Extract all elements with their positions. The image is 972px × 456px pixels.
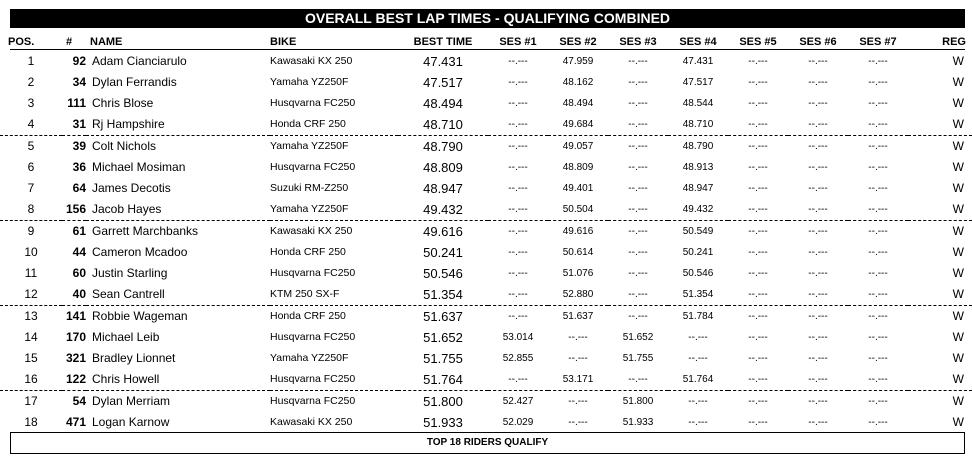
row-session-6: --.---	[808, 162, 828, 173]
row-bike: Kawasaki KX 250	[270, 55, 353, 67]
row-session-4: --.---	[688, 417, 708, 428]
row-number: 31	[62, 114, 86, 136]
row-region: W	[952, 139, 964, 153]
row-session-7: --.---	[868, 183, 888, 194]
row-session-4: 50.241	[682, 247, 714, 258]
row-number: 170	[65, 330, 86, 344]
row-bike: Husqvarna FC250	[270, 395, 356, 407]
row-session-5: --.---	[748, 98, 768, 109]
row-session-2: 50.614	[562, 247, 594, 258]
row-session-7: --.---	[868, 268, 888, 279]
row-region: W	[952, 245, 964, 259]
row-session-5: --.---	[748, 353, 768, 364]
row-position: 4	[0, 114, 62, 136]
row-region: W	[952, 96, 964, 110]
row-region: W	[952, 160, 964, 174]
row-session-6: --.---	[808, 141, 828, 152]
row-name: Rj Hampshire	[86, 114, 270, 136]
row-name: Colt Nichols	[92, 139, 157, 153]
row-best-time: 51.652	[423, 330, 463, 345]
row-best-time: 51.764	[398, 369, 488, 391]
row-position: 1	[27, 54, 35, 68]
row-session-6: --.---	[788, 284, 848, 306]
row-session-5: --.---	[748, 183, 768, 194]
row-session-5: --.---	[748, 162, 768, 173]
row-bike: Yamaha YZ250F	[270, 352, 349, 364]
row-session-5: --.---	[728, 114, 788, 136]
row-best-time: 48.947	[423, 181, 463, 196]
row-session-2: --.---	[568, 353, 588, 364]
row-best-time: 48.790	[423, 139, 463, 154]
row-bike: Kawasaki KX 250	[270, 225, 353, 237]
row-bike: Husqvarna FC250	[270, 161, 356, 173]
row-name: Justin Starling	[92, 266, 168, 280]
header-session-3: SES #3	[619, 36, 657, 48]
row-position: 14	[24, 330, 38, 344]
row-region: W	[952, 351, 964, 365]
row-session-1: --.---	[508, 56, 528, 67]
row-region: W	[952, 181, 964, 195]
row-region: W	[908, 284, 972, 306]
row-session-3: 51.933	[622, 417, 654, 428]
row-best-time: 47.517	[423, 75, 463, 90]
row-session-3: --.---	[608, 369, 668, 391]
row-region: W	[908, 114, 972, 136]
row-session-6: --.---	[808, 353, 828, 364]
row-position: 16	[0, 369, 62, 391]
row-session-7: --.---	[868, 311, 888, 322]
row-session-7: --.---	[848, 369, 908, 391]
row-session-4: 48.947	[682, 183, 714, 194]
row-session-2: 48.162	[562, 77, 594, 88]
table-row	[0, 263, 972, 284]
row-session-3: --.---	[628, 56, 648, 67]
row-session-7: --.---	[868, 141, 888, 152]
row-position: 7	[27, 181, 35, 195]
row-bike: Suzuki RM-Z250	[270, 182, 349, 194]
row-session-4: 48.710	[668, 114, 728, 136]
row-session-7: --.---	[868, 77, 888, 88]
row-session-3: --.---	[628, 268, 648, 279]
row-number: 321	[65, 351, 86, 365]
row-session-2: 49.684	[548, 114, 608, 136]
row-session-1: --.---	[488, 199, 548, 221]
row-session-6: --.---	[788, 199, 848, 221]
row-position: 10	[24, 245, 38, 259]
row-name: Robbie Wageman	[92, 309, 188, 323]
row-best-time: 50.546	[423, 266, 463, 281]
row-position: 2	[27, 75, 35, 89]
row-name: Adam Cianciarulo	[92, 54, 187, 68]
row-session-5: --.---	[748, 56, 768, 67]
row-session-6: --.---	[808, 311, 828, 322]
row-session-5: --.---	[748, 332, 768, 343]
header-session-7: SES #7	[859, 36, 897, 48]
row-name: Chris Howell	[86, 369, 270, 391]
row-session-2: 51.076	[562, 268, 594, 279]
row-best-time: 50.241	[423, 245, 463, 260]
row-session-1: --.---	[508, 162, 528, 173]
header-divider	[10, 49, 965, 50]
table-row	[0, 114, 972, 136]
row-number: 92	[72, 54, 86, 68]
table-row	[0, 412, 972, 433]
row-session-2: 51.637	[562, 311, 594, 322]
row-session-5: --.---	[728, 369, 788, 391]
row-session-6: --.---	[808, 247, 828, 258]
row-session-3: --.---	[628, 98, 648, 109]
row-session-1: 52.029	[502, 417, 534, 428]
row-position: 5	[27, 139, 35, 153]
row-region: W	[952, 394, 964, 408]
row-session-2: 48.494	[562, 98, 594, 109]
row-best-time: 47.431	[423, 54, 463, 69]
row-best-time: 48.494	[423, 96, 463, 111]
row-session-4: 49.432	[668, 199, 728, 221]
row-best-time: 48.710	[398, 114, 488, 136]
row-number: 61	[72, 224, 86, 238]
row-session-6: --.---	[808, 396, 828, 407]
header-name: NAME	[90, 36, 123, 48]
table-row	[0, 178, 972, 199]
row-session-1: --.---	[508, 183, 528, 194]
row-session-5: --.---	[728, 284, 788, 306]
table-row	[0, 221, 972, 243]
row-session-2: 49.401	[562, 183, 594, 194]
row-session-3: --.---	[608, 114, 668, 136]
row-region: W	[952, 415, 964, 429]
row-position: 15	[24, 351, 38, 365]
row-session-3: --.---	[628, 226, 648, 237]
row-session-7: --.---	[868, 98, 888, 109]
row-session-3: 51.755	[622, 353, 654, 364]
row-session-1: 52.855	[502, 353, 534, 364]
row-session-2: 49.057	[562, 141, 594, 152]
row-number: 64	[72, 181, 86, 195]
row-best-time: 48.809	[423, 160, 463, 175]
row-name: James Decotis	[92, 181, 171, 195]
row-number: 141	[65, 309, 86, 323]
row-session-7: --.---	[868, 247, 888, 258]
row-region: W	[952, 54, 964, 68]
row-session-3: 51.652	[622, 332, 654, 343]
table-row	[0, 327, 972, 348]
row-session-4: 51.784	[682, 311, 714, 322]
row-session-4: 47.517	[682, 77, 714, 88]
row-name: Bradley Lionnet	[92, 351, 176, 365]
row-session-2: 49.616	[562, 226, 594, 237]
row-session-2: 50.504	[548, 199, 608, 221]
header-session-4: SES #4	[679, 36, 717, 48]
row-session-5: --.---	[728, 199, 788, 221]
row-session-3: --.---	[608, 284, 668, 306]
row-session-1: --.---	[508, 268, 528, 279]
row-session-6: --.---	[808, 417, 828, 428]
row-number: 34	[72, 75, 86, 89]
row-bike: Husqvarna FC250	[270, 97, 356, 109]
table-row	[0, 51, 972, 72]
row-number: 44	[72, 245, 86, 259]
row-name: Chris Blose	[92, 96, 154, 110]
row-name: Jacob Hayes	[86, 199, 270, 221]
page-title: OVERALL BEST LAP TIMES - QUALIFYING COMBINED	[10, 9, 965, 28]
row-region: W	[952, 330, 964, 344]
table-row	[0, 284, 972, 306]
row-session-1: --.---	[508, 77, 528, 88]
row-session-1: --.---	[488, 114, 548, 136]
qualify-note: TOP 18 RIDERS QUALIFY	[10, 432, 965, 454]
row-session-7: --.---	[848, 199, 908, 221]
row-best-time: 49.616	[423, 224, 463, 239]
row-session-1: --.---	[508, 98, 528, 109]
row-session-7: --.---	[868, 417, 888, 428]
row-session-4: 48.913	[682, 162, 714, 173]
row-bike: Husqvarna FC250	[270, 331, 356, 343]
row-session-2: --.---	[568, 417, 588, 428]
row-session-5: --.---	[748, 396, 768, 407]
row-session-5: --.---	[748, 141, 768, 152]
row-position: 13	[24, 309, 38, 323]
row-name: Logan Karnow	[92, 415, 170, 429]
row-region: W	[952, 309, 964, 323]
row-session-1: --.---	[508, 226, 528, 237]
row-session-2: --.---	[568, 332, 588, 343]
row-best-time: 51.755	[423, 351, 463, 366]
row-session-5: --.---	[748, 226, 768, 237]
table-row	[0, 93, 972, 114]
row-session-4: 47.431	[682, 56, 714, 67]
header-best-time: BEST TIME	[413, 36, 473, 48]
row-session-7: --.---	[868, 56, 888, 67]
row-bike: Honda CRF 250	[270, 246, 346, 258]
row-session-3: --.---	[608, 199, 668, 221]
row-session-5: --.---	[748, 77, 768, 88]
header-pos: POS.	[8, 36, 35, 48]
row-region: W	[908, 199, 972, 221]
row-session-5: --.---	[748, 417, 768, 428]
row-session-4: --.---	[688, 396, 708, 407]
header-session-6: SES #6	[799, 36, 837, 48]
row-session-4: --.---	[688, 332, 708, 343]
results-table	[0, 51, 972, 433]
header-session-1: SES #1	[499, 36, 537, 48]
row-session-4: 48.544	[682, 98, 714, 109]
row-session-7: --.---	[868, 226, 888, 237]
row-number: 122	[62, 369, 86, 391]
row-session-1: --.---	[508, 311, 528, 322]
row-best-time: 51.637	[423, 309, 463, 324]
header-number: #	[65, 36, 73, 48]
row-session-3: --.---	[628, 247, 648, 258]
row-session-1: 52.427	[502, 396, 534, 407]
row-bike: KTM 250 SX-F	[270, 284, 398, 306]
row-name: Garrett Marchbanks	[92, 224, 199, 238]
table-row	[0, 306, 972, 328]
row-name: Sean Cantrell	[86, 284, 270, 306]
row-session-6: --.---	[808, 56, 828, 67]
row-session-4: 51.354	[668, 284, 728, 306]
row-session-3: --.---	[628, 183, 648, 194]
row-number: 156	[62, 199, 86, 221]
row-number: 111	[67, 96, 86, 110]
header-session-5: SES #5	[739, 36, 777, 48]
row-bike: Kawasaki KX 250	[270, 416, 353, 428]
row-position: 17	[24, 394, 38, 408]
row-session-2: 48.809	[562, 162, 594, 173]
table-row	[0, 157, 972, 178]
row-session-3: --.---	[628, 162, 648, 173]
row-session-7: --.---	[868, 162, 888, 173]
row-number: 54	[72, 394, 86, 408]
row-session-1: --.---	[508, 141, 528, 152]
row-position: 11	[24, 266, 38, 280]
header-session-2: SES #2	[559, 36, 597, 48]
row-session-5: --.---	[748, 311, 768, 322]
row-session-2: --.---	[568, 396, 588, 407]
row-name: Michael Leib	[92, 330, 160, 344]
row-session-7: --.---	[848, 114, 908, 136]
table-row	[0, 242, 972, 263]
row-session-6: --.---	[808, 226, 828, 237]
row-number: 60	[72, 266, 86, 280]
row-position: 3	[27, 96, 35, 110]
row-region: W	[952, 224, 964, 238]
row-session-1: --.---	[488, 284, 548, 306]
row-number: 471	[65, 415, 86, 429]
row-session-6: --.---	[808, 77, 828, 88]
row-session-3: --.---	[628, 311, 648, 322]
row-session-5: --.---	[748, 247, 768, 258]
row-position: 6	[27, 160, 35, 174]
row-session-6: --.---	[808, 98, 828, 109]
row-bike: Yamaha YZ250F	[270, 76, 349, 88]
row-session-4: 48.790	[682, 141, 714, 152]
row-bike: Honda CRF 250	[270, 310, 346, 322]
row-best-time: 51.354	[398, 284, 488, 306]
header-region: REG	[942, 36, 966, 48]
row-session-1: --.---	[488, 369, 548, 391]
row-session-4: 50.549	[682, 226, 714, 237]
row-session-5: --.---	[748, 268, 768, 279]
table-row	[0, 72, 972, 93]
row-bike: Yamaha YZ250F	[270, 140, 349, 152]
table-row	[0, 391, 972, 413]
row-session-6: --.---	[788, 114, 848, 136]
row-session-4: --.---	[688, 353, 708, 364]
table-row	[0, 136, 972, 158]
row-session-7: --.---	[868, 353, 888, 364]
table-row	[0, 369, 972, 391]
row-session-4: 51.764	[668, 369, 728, 391]
row-session-6: --.---	[808, 183, 828, 194]
row-name: Michael Mosiman	[92, 160, 186, 174]
table-row	[0, 199, 972, 221]
row-session-7: --.---	[868, 332, 888, 343]
row-bike: Yamaha YZ250F	[270, 199, 398, 221]
row-position: 18	[24, 415, 38, 429]
row-name: Dylan Merriam	[92, 394, 171, 408]
row-session-3: --.---	[628, 77, 648, 88]
row-number: 39	[72, 139, 86, 153]
row-session-4: 50.546	[682, 268, 714, 279]
row-region: W	[952, 266, 964, 280]
header-bike: BIKE	[270, 36, 297, 48]
row-session-2: 47.959	[562, 56, 594, 67]
row-session-1: 53.014	[502, 332, 534, 343]
table-row	[0, 348, 972, 369]
row-session-7: --.---	[848, 284, 908, 306]
row-position: 12	[0, 284, 62, 306]
row-session-6: --.---	[808, 268, 828, 279]
row-session-2: 53.171	[548, 369, 608, 391]
row-number: 36	[72, 160, 86, 174]
row-bike: Husqvarna FC250	[270, 267, 356, 279]
row-position: 9	[27, 224, 35, 238]
row-bike: Husqvarna FC250	[270, 369, 398, 391]
row-best-time: 51.933	[423, 415, 463, 430]
row-region: W	[952, 75, 964, 89]
row-bike: Honda CRF 250	[270, 114, 398, 136]
row-position: 8	[0, 199, 62, 221]
row-session-6: --.---	[808, 332, 828, 343]
row-session-6: --.---	[788, 369, 848, 391]
row-name: Cameron Mcadoo	[92, 245, 188, 259]
row-session-7: --.---	[868, 396, 888, 407]
row-best-time: 51.800	[423, 394, 463, 409]
row-best-time: 49.432	[398, 199, 488, 221]
row-name: Dylan Ferrandis	[92, 75, 177, 89]
row-number: 40	[62, 284, 86, 306]
row-session-2: 52.880	[548, 284, 608, 306]
row-region: W	[908, 369, 972, 391]
row-session-3: 51.800	[622, 396, 654, 407]
row-session-3: --.---	[628, 141, 648, 152]
row-session-1: --.---	[508, 247, 528, 258]
